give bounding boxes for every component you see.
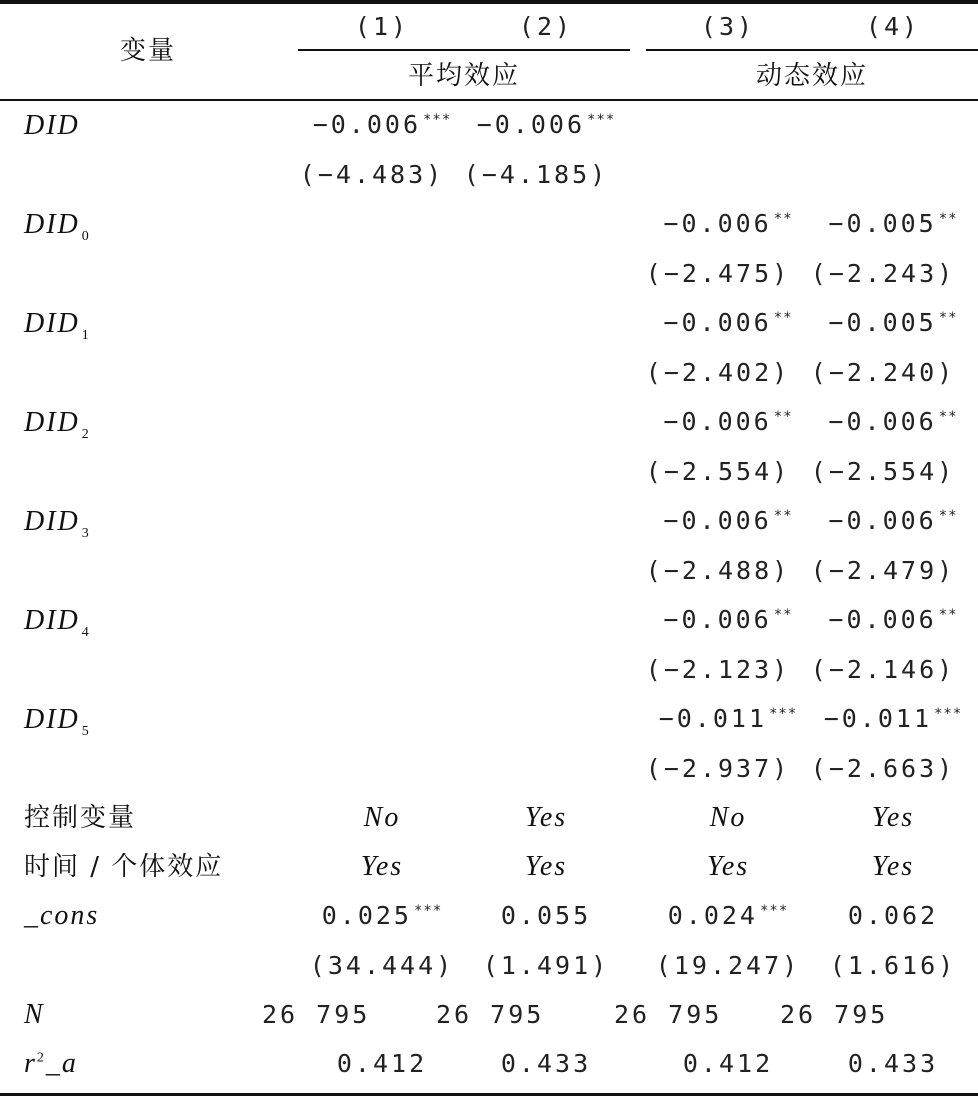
coef-cell <box>663 306 792 340</box>
row-label-text: DID <box>24 110 80 141</box>
row-label-text: DID <box>24 704 80 735</box>
fixed-effects-value: Yes <box>706 851 750 882</box>
row-label-text: DID <box>24 407 80 438</box>
cons-t-stat-cell: (1.616) <box>829 951 957 980</box>
row-label-subscript: 0 <box>81 228 91 244</box>
t-stat-cell: (−2.240) <box>810 358 956 387</box>
row-label <box>24 703 91 737</box>
t-stat-cell: (−2.554) <box>810 457 956 486</box>
r2a-value: 0.412 <box>682 1049 774 1078</box>
n-value: 26 795 <box>614 1000 723 1029</box>
n-label: N <box>24 999 45 1030</box>
row-label-text: DID <box>24 209 80 240</box>
t-stat-cell: (−2.402) <box>645 358 791 387</box>
top-rule <box>0 0 978 4</box>
coef-cell <box>828 207 957 241</box>
fixed-effects-value: Yes <box>360 851 404 882</box>
n-value: 26 795 <box>262 1000 371 1029</box>
group1-underline <box>298 49 630 51</box>
r2a-value: 0.433 <box>847 1049 939 1078</box>
controls-value: Yes <box>871 802 915 833</box>
coef-cell <box>828 405 957 439</box>
coef-cell-value: −0.006 <box>663 506 772 535</box>
controls-value: No <box>363 802 401 833</box>
bottom-rule <box>0 1093 978 1096</box>
coef-cell-value: −0.006 <box>828 407 937 436</box>
coef-cell-value: −0.006 <box>663 209 772 238</box>
row-label-text: DID <box>24 605 80 636</box>
r2a-value: 0.412 <box>336 1049 428 1078</box>
coef-cell <box>663 207 792 241</box>
cons-t-stat-cell: (1.491) <box>482 951 610 980</box>
t-stat-cell: (−2.488) <box>645 556 791 585</box>
coef-cell-stars: ** <box>938 210 958 227</box>
coef-cell-stars: *** <box>423 111 452 128</box>
row-label <box>24 505 91 539</box>
coef-cell-stars: ** <box>773 408 793 425</box>
coef-cell-stars: ** <box>773 606 793 623</box>
t-stat-cell: (−4.185) <box>463 160 609 189</box>
header-col-4: (4) <box>865 12 921 41</box>
coef-cell-value: −0.006 <box>312 110 422 139</box>
t-stat-cell: (−2.937) <box>645 754 791 783</box>
t-stat-cell: (−2.123) <box>645 655 791 684</box>
coef-cell <box>663 405 792 439</box>
header-col-1: (1) <box>354 12 410 41</box>
t-stat-cell: (−2.475) <box>645 259 791 288</box>
row-label <box>24 109 80 143</box>
t-stat-cell: (−2.243) <box>810 259 956 288</box>
coef-cell-stars: ** <box>773 210 793 227</box>
row-label-text: DID <box>24 308 80 339</box>
cons-label: _cons <box>24 900 100 931</box>
r2a-label <box>24 1047 78 1081</box>
coef-cell <box>663 603 792 637</box>
coef-cell-stars: *** <box>934 705 963 722</box>
cons-coef-cell-value: 0.024 <box>667 901 758 930</box>
controls-value: Yes <box>524 802 568 833</box>
header-variable: 变量 <box>119 36 177 66</box>
coef-cell-value: −0.006 <box>828 605 937 634</box>
row-label <box>24 208 91 242</box>
fixed-effects-label: 时间 / 个体效应 <box>24 852 224 882</box>
coef-cell <box>313 108 452 142</box>
coef-cell-value: −0.011 <box>823 704 933 733</box>
coef-cell-value: −0.006 <box>476 110 586 139</box>
coef-cell-stars: ** <box>938 606 958 623</box>
t-stat-cell: (−2.479) <box>810 556 956 585</box>
coef-cell-value: −0.006 <box>828 506 937 535</box>
row-label-subscript: 5 <box>81 723 91 739</box>
controls-label: 控制变量 <box>24 803 137 833</box>
coef-cell-value: −0.011 <box>658 704 768 733</box>
coef-cell-stars: *** <box>587 111 616 128</box>
row-label-subscript: 3 <box>81 525 91 541</box>
cons-coef-cell <box>668 899 789 933</box>
coef-cell-stars: ** <box>938 408 958 425</box>
group2-underline <box>646 49 978 51</box>
r2a-label-rest: _a <box>45 1048 78 1079</box>
coef-cell <box>663 504 792 538</box>
coef-cell-stars: ** <box>938 507 958 524</box>
cons-coef-cell <box>501 899 591 933</box>
coef-cell-value: −0.005 <box>828 209 937 238</box>
header-col-2: (2) <box>518 12 574 41</box>
header-group-dynamic-effect: 动态效应 <box>755 61 869 91</box>
coef-cell-stars: ** <box>773 507 793 524</box>
t-stat-cell: (−2.146) <box>810 655 956 684</box>
row-label-subscript: 4 <box>81 624 91 640</box>
t-stat-cell: (−2.663) <box>810 754 956 783</box>
header-rule <box>0 99 978 101</box>
t-stat-cell: (−4.483) <box>299 160 445 189</box>
coef-cell-value: −0.006 <box>663 605 772 634</box>
n-value: 26 795 <box>436 1000 545 1029</box>
coef-cell <box>828 504 957 538</box>
cons-coef-cell <box>322 899 443 933</box>
row-label <box>24 604 91 638</box>
r2a-label-r: r <box>24 1048 37 1079</box>
row-label-subscript: 2 <box>81 426 91 442</box>
coef-cell-value: −0.006 <box>663 308 772 337</box>
coef-cell <box>659 702 798 736</box>
coef-cell <box>828 603 957 637</box>
cons-t-stat-cell: (34.444) <box>309 951 455 980</box>
cons-t-stat-cell: (19.247) <box>655 951 801 980</box>
r2a-label-sup: 2 <box>36 1050 46 1066</box>
row-label-text: DID <box>24 506 80 537</box>
cons-coef-cell <box>848 899 938 933</box>
cons-coef-cell-value: 0.025 <box>321 901 412 930</box>
fixed-effects-value: Yes <box>524 851 568 882</box>
coef-cell <box>824 702 963 736</box>
controls-value: No <box>709 802 747 833</box>
row-label <box>24 406 91 440</box>
coef-cell <box>477 108 616 142</box>
coef-cell-stars: ** <box>938 309 958 326</box>
coef-cell-value: −0.006 <box>663 407 772 436</box>
row-label <box>24 307 91 341</box>
coef-cell-stars: ** <box>773 309 793 326</box>
fixed-effects-value: Yes <box>871 851 915 882</box>
coef-cell-value: −0.005 <box>828 308 937 337</box>
coef-cell <box>828 306 957 340</box>
row-label-subscript: 1 <box>81 327 91 343</box>
t-stat-cell: (−2.554) <box>645 457 791 486</box>
header-group-average-effect: 平均效应 <box>407 61 521 91</box>
cons-coef-cell-stars: *** <box>759 902 789 919</box>
cons-coef-cell-stars: *** <box>413 902 443 919</box>
header-col-3: (3) <box>700 12 756 41</box>
r2a-value: 0.433 <box>500 1049 592 1078</box>
cons-coef-cell-value: 0.055 <box>500 901 592 930</box>
cons-coef-cell-value: 0.062 <box>847 901 939 930</box>
coef-cell-stars: *** <box>769 705 798 722</box>
n-value: 26 795 <box>780 1000 889 1029</box>
